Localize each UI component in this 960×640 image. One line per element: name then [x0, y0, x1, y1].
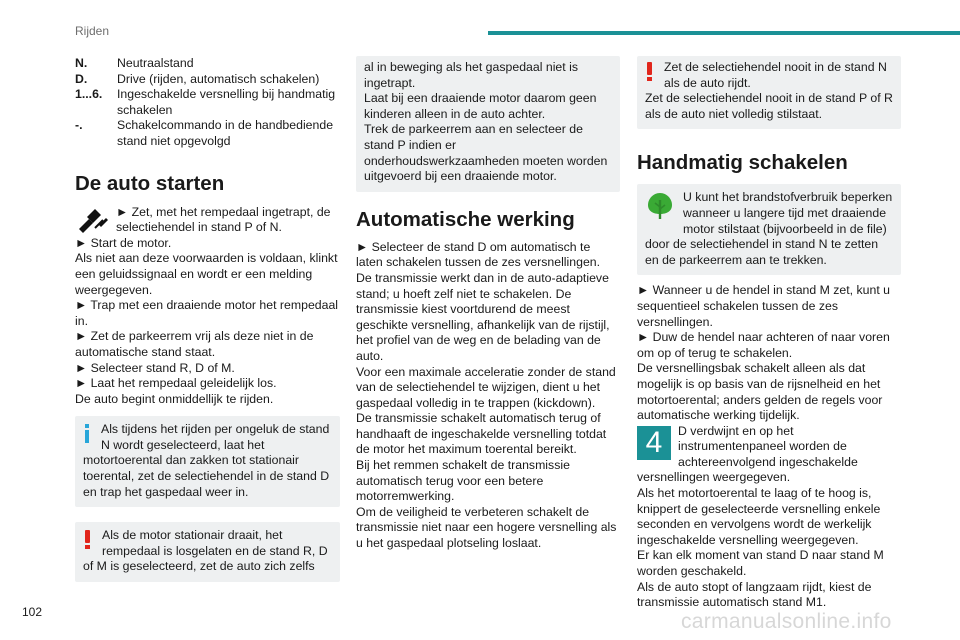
- automatic-para-1: De transmissie werkt dan in de auto-adaptieve stand; u hoeft zelf niet te schakelen. De transmissie kiest voortdurend de meest geschikte versnelling, afhankelijk van de rijstijl, het profiel van de weg en de belading van de auto.: [356, 270, 610, 363]
- info-box: Als tijdens het rijden per ongeluk de stand N wordt geselecteerd, laat het motortoerental dan zakken tot stationair toerental, zet de selectiehendel in de stand D en trap het gaspedaal weer in.: [75, 416, 340, 507]
- definition-item: -. Schakelcommando in de handbediende stand niet opgevolgd: [75, 118, 334, 148]
- warning-box-continued: al in beweging als het gaspedaal niet is ingetrapt. Laat bij een draaiende motor daarom geen kinderen alleen in de auto achter. Trek de parkeerrem aan en selecteer de stand P indien er onderhoudswerkzaamheden moeten worden uitgevoerd bij een draaiende motor.: [356, 56, 620, 192]
- definition-list: [75, 56, 340, 150]
- start-instructions: [75, 205, 340, 408]
- start-result: De auto begint onmiddellijk te rijden.: [75, 391, 274, 406]
- manual-para-2: D verdwijnt en op het instrumentenpaneel worden de achtereenvolgend ingeschakelde versnellingen weergegeven.: [637, 423, 858, 485]
- manual-para-3: Als het motortoerental te laag of te hoog is, knippert de geselecteerde versnelling enkele seconden en vervolgens wordt de werkelijk ingeschakelde versnelling weergegeven.: [637, 486, 881, 547]
- definition-item: D. Drive (rijden, automatisch schakelen): [75, 71, 320, 86]
- start-step-3: ► Trap met een draaiende motor het rempedaal in.: [75, 298, 339, 328]
- automatic-para-4: Bij het remmen schakelt de transmissie automatisch terug voor een betere motorremwerking.: [356, 458, 570, 504]
- eco-leaf-icon: [645, 190, 675, 220]
- automatic-para-2: Voor een maximale acceleratie zonder de stand van de selectiehendel te wijzigen, dient u het gaspedaal volledig in te trappen (kickdown).: [356, 364, 616, 410]
- warning-icon: [647, 62, 652, 81]
- warning-box: Als de motor stationair draait, het rempedaal is losgelaten en de stand R, D of M is geselecteerd, zet de auto zich zelfs: [75, 522, 340, 582]
- definition-item: N. Neutraalstand: [75, 56, 194, 70]
- page-number: 102: [22, 605, 43, 619]
- column-1: [75, 56, 340, 582]
- definition-item: 1...6. Ingeschakelde versnelling bij handmatig schakelen: [75, 87, 336, 117]
- heading-de-auto-starten: De auto starten: [75, 171, 225, 195]
- manual-step-1: ► Wanneer u de hendel in stand M zet, kunt u sequentieel schakelen tussen de zes versnellingen.: [637, 283, 891, 329]
- start-step-2: ► Start de motor.: [75, 235, 172, 250]
- warning-box-neutral: Zet de selectiehendel nooit in de stand N als de auto rijdt. Zet de selectiehendel nooit in de stand P of R als de auto niet volledig stilstaat.: [637, 56, 901, 129]
- heading-handmatig-schakelen: Handmatig schakelen: [637, 151, 848, 175]
- manual-section: [637, 283, 901, 610]
- info-icon: [85, 424, 89, 443]
- start-step-1: ► Zet, met het rempedaal ingetrapt, de selectiehendel in stand P of N.: [116, 204, 331, 235]
- column-2: [356, 56, 620, 552]
- start-step-5: ► Selecteer stand R, D of M.: [75, 360, 235, 375]
- start-step-6: ► Laat het rempedaal geleidelijk los.: [75, 376, 277, 391]
- column-3: [637, 56, 901, 611]
- manual-step-2: ► Duw de hendel naar achteren of naar voren om op of terug te schakelen.: [637, 330, 890, 360]
- warning-icon: [85, 530, 90, 549]
- gear-4-display-icon: 4: [637, 426, 671, 460]
- header-accent-bar: [488, 31, 960, 35]
- automatic-step-1: ► Selecteer de stand D om automatisch te laten schakelen tussen de zes versnellingen.: [356, 239, 601, 270]
- manual-para-5: Als de auto stopt of langzaam rijdt, kiest de transmissie automatisch stand M1.: [637, 579, 872, 610]
- manual-para-4: Er kan elk moment van stand D naar stand M worden geschakeld.: [637, 548, 884, 579]
- automatic-para-5: Om de veiligheid te verbeteren schakelt de transmissie niet naar een hogere versnelling als u het gaspedaal plotseling loslaat.: [356, 504, 617, 551]
- foot-on-brake-icon: [75, 205, 109, 235]
- manual-para-1: De versnellingsbak schakelt alleen als dat mogelijk is op basis van de rijsnelheid en het motortoerental; anders gelden de regels voor automatische werking tijdelijk.: [637, 361, 883, 423]
- automatic-para-3: De transmissie schakelt automatisch terug of handhaaft de ingeschakelde versnelling totdat de motor het maximum toerental bereikt.: [356, 411, 607, 457]
- section-title: Rijden: [75, 24, 110, 38]
- heading-automatische-werking: Automatische werking: [356, 207, 575, 231]
- eco-box: U kunt het brandstofverbruik beperken wanneer u langere tijd met draaiende motor stilstaat (bijvoorbeeld in de file) door de selectiehendel in stand N te zetten en de parkeerrem aan te trekken.: [637, 184, 901, 275]
- start-step-4: ► Zet de parkeerrem vrij als deze niet in de automatische stand staat.: [75, 329, 314, 359]
- automatic-section: [356, 240, 620, 552]
- watermark: carmanualsonline.info: [681, 610, 892, 633]
- start-note: Als niet aan deze voorwaarden is voldaan, klinkt een geluidssignaal en wordt er een melding weergegeven.: [75, 251, 338, 297]
